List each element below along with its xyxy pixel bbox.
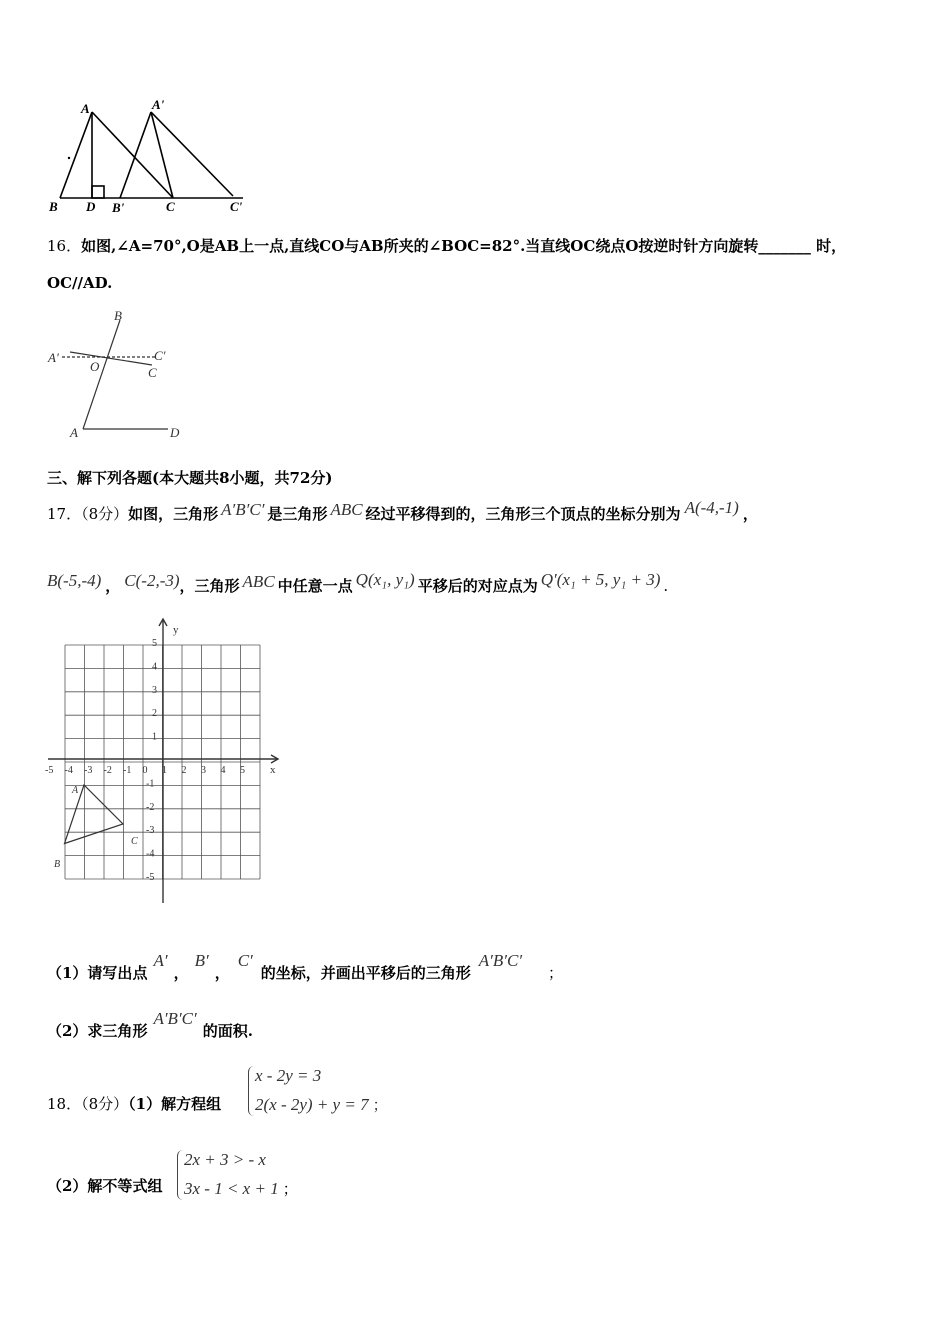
q18-semicolon: ； bbox=[372, 1096, 388, 1114]
y-tick-label: -1 bbox=[146, 778, 155, 790]
q18-line1 bbox=[47, 1093, 221, 1114]
x-tick-label: 5 bbox=[240, 765, 245, 776]
q17-line2 bbox=[47, 570, 669, 596]
x-tick-label: 2 bbox=[181, 765, 187, 776]
q18-sub2: （2）解不等式组 bbox=[47, 1177, 163, 1195]
q16-text: 如图,∠A=70°,O是AB上一点,直线CO与AB所夹的∠BOC=82°.当直线OC绕点O按逆时针方向旋转_______ 时， bbox=[81, 237, 847, 255]
label-C-prime: C' bbox=[154, 348, 166, 363]
label-C: C bbox=[148, 365, 157, 380]
q17-text-b: 是三角形 bbox=[267, 505, 328, 523]
label-B: B bbox=[114, 308, 122, 323]
q17-sub1 bbox=[47, 951, 564, 983]
C-prime: C′ bbox=[237, 951, 253, 970]
eq2-text: 2(x - 2y) + y = 7 bbox=[255, 1095, 369, 1114]
q16-number: 16． bbox=[47, 237, 82, 255]
vertex-A: A bbox=[72, 785, 79, 796]
q17-period: . bbox=[663, 577, 669, 595]
label-A: A bbox=[70, 425, 78, 440]
comma-1: ， bbox=[173, 964, 189, 982]
triangle-figure-15 bbox=[40, 95, 260, 220]
label-D: D bbox=[86, 199, 96, 214]
x-tick-label: 3 bbox=[201, 765, 206, 776]
q17-sub2-text-a: （2）求三角形 bbox=[47, 1022, 148, 1040]
q16-line1 bbox=[47, 235, 846, 256]
q17-text-d: ，三角形 bbox=[179, 577, 240, 595]
tri-prime-3: A′B′C′ bbox=[153, 1009, 197, 1028]
inequality-brace bbox=[177, 1150, 183, 1200]
x-tick-label: 0 bbox=[142, 765, 148, 776]
q17-text-f: 平移后的对应点为 bbox=[417, 577, 538, 595]
x-axis-label: x bbox=[270, 764, 276, 776]
point-Q: Q(x₁, y₁) bbox=[355, 570, 415, 589]
equation-1 bbox=[255, 1066, 321, 1086]
vertex-C: C bbox=[131, 836, 138, 847]
q17-comma: ， bbox=[742, 505, 758, 523]
point-B: B(-5,-4) bbox=[47, 571, 102, 590]
inequality-2 bbox=[184, 1178, 298, 1199]
q17-sub1-end: ； bbox=[548, 964, 564, 982]
q17-sub2 bbox=[47, 1009, 253, 1041]
q17-sub1-text-b: 的坐标，并画出平移后的三角形 bbox=[260, 964, 471, 982]
y-tick-label: 1 bbox=[152, 731, 157, 743]
q17-score: （8分） bbox=[81, 505, 129, 523]
q17-comma-2: ， bbox=[105, 577, 121, 595]
ineq1-text: 2x + 3 > - x bbox=[184, 1150, 266, 1169]
x-tick-label: -1 bbox=[123, 765, 132, 776]
q17-text-a: 如图，三角形 bbox=[128, 505, 219, 523]
q17-sub1-text-a: （1）请写出点 bbox=[47, 964, 148, 982]
label-B: B bbox=[49, 199, 58, 214]
y-tick-label: 4 bbox=[152, 661, 157, 673]
equation-brace bbox=[248, 1066, 254, 1116]
B-prime: B′ bbox=[194, 951, 209, 970]
y-tick-label: 3 bbox=[152, 684, 157, 696]
x-tick-label: -3 bbox=[84, 765, 93, 776]
q17-text-c: 经过平移得到的，三角形三个顶点的坐标分别为 bbox=[365, 505, 681, 523]
q18-score: （8分） bbox=[81, 1095, 129, 1113]
label-A-prime: A' bbox=[152, 97, 165, 112]
rotation-figure-16 bbox=[40, 305, 190, 445]
label-B-prime: B' bbox=[112, 200, 125, 215]
A-prime: A′ bbox=[153, 951, 168, 970]
y-tick-label: -2 bbox=[146, 801, 155, 813]
y-tick-label: -5 bbox=[146, 872, 155, 883]
eq1-text: x - 2y = 3 bbox=[255, 1066, 322, 1085]
q17-number: 17． bbox=[47, 505, 82, 523]
x-tick-label: -4 bbox=[64, 765, 73, 776]
x-tick-label: 1 bbox=[162, 765, 167, 776]
y-tick-label: -3 bbox=[146, 825, 155, 837]
x-tick-label: 4 bbox=[220, 765, 226, 776]
label-C-prime: C' bbox=[230, 199, 243, 214]
label-O: O bbox=[90, 359, 100, 374]
vertex-B: B bbox=[54, 859, 61, 870]
q18-semicolon-2: ； bbox=[282, 1180, 298, 1198]
coordinate-grid bbox=[40, 615, 285, 910]
q18-sub1-text: （1）解方程组 bbox=[128, 1095, 222, 1113]
x-tick-label: -5 bbox=[45, 765, 54, 776]
label-C: C bbox=[166, 199, 175, 214]
tri-prime: A′B′C′ bbox=[221, 500, 265, 519]
q17-line1 bbox=[47, 498, 758, 524]
point-A: A(-4,-1) bbox=[684, 498, 739, 517]
q17-text-e: 中任意一点 bbox=[277, 577, 353, 595]
tri-abc-2: ABC bbox=[242, 572, 275, 591]
inequality-1 bbox=[184, 1150, 266, 1170]
label-A: A bbox=[81, 101, 90, 116]
point-C: C(-2,-3) bbox=[124, 571, 180, 590]
point-Q-prime: Q′(x₁ + 5, y₁ + 3) bbox=[540, 570, 661, 589]
x-tick-label: -2 bbox=[103, 765, 112, 776]
y-tick-label: 2 bbox=[152, 708, 157, 720]
equation-2 bbox=[255, 1094, 388, 1115]
label-A-prime: A' bbox=[48, 350, 59, 365]
comma-2: ， bbox=[214, 964, 230, 982]
tri-prime-2: A′B′C′ bbox=[478, 951, 523, 970]
q18-number: 18． bbox=[47, 1095, 82, 1113]
q16-line2: OC//AD. bbox=[47, 274, 113, 292]
q17-sub2-text-b: 的面积. bbox=[202, 1022, 253, 1040]
y-tick-label: 5 bbox=[152, 638, 157, 649]
section-heading: 三、解下列各题(本大题共8小题，共72分) bbox=[47, 469, 333, 487]
tri-abc: ABC bbox=[330, 500, 363, 519]
y-axis-label: y bbox=[173, 624, 179, 636]
label-D: D bbox=[170, 425, 180, 440]
y-tick-label: -4 bbox=[146, 848, 155, 860]
ineq2-text: 3x - 1 < x + 1 bbox=[184, 1179, 279, 1198]
